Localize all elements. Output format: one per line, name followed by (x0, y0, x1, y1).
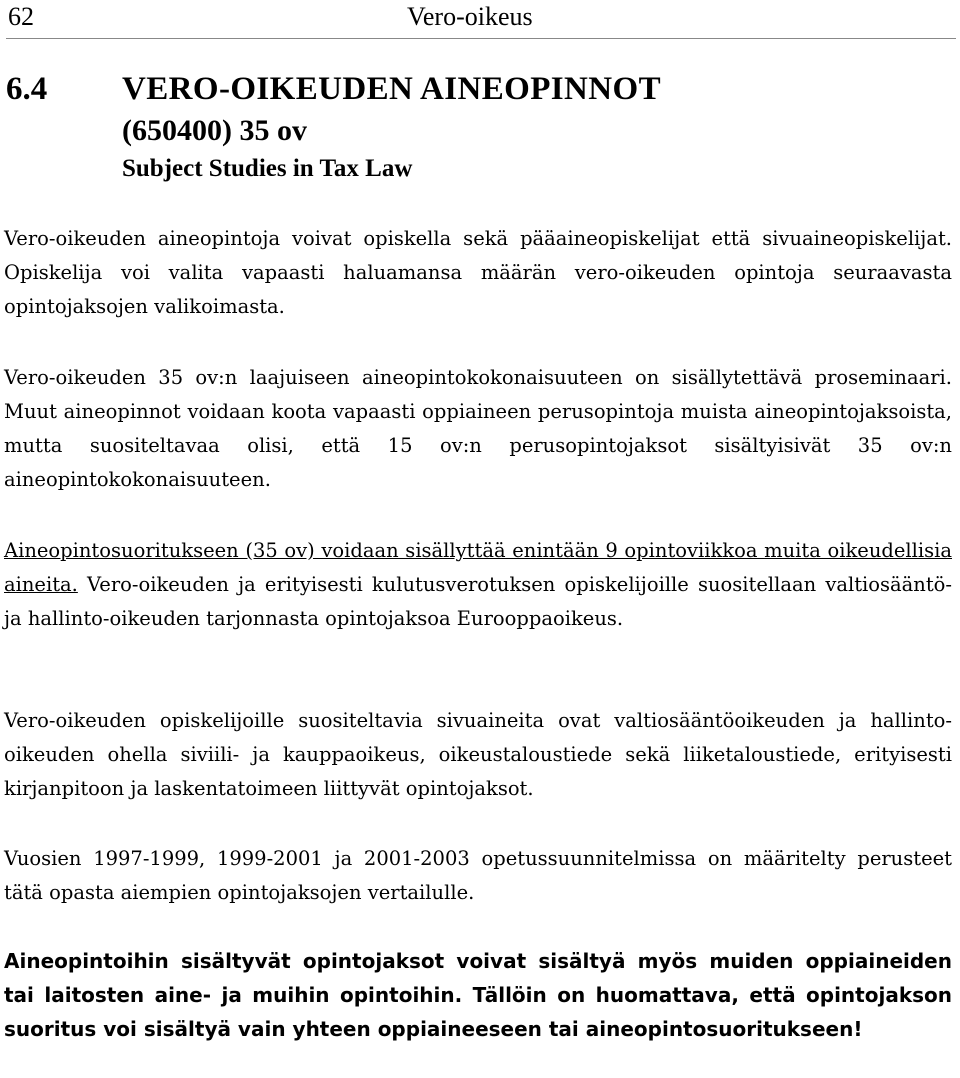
page-number: 62 (8, 2, 34, 31)
paragraph-intro: Vero-oikeuden aineopintoja voivat opiskella sekä pääaineopiskelijat että sivuaineopiskelijat. Opiskelija voi valita vapaasti haluamansa määrän vero-oikeuden opintoja seuraavasta opintojaksojen valikoimasta. (4, 227, 952, 318)
paragraph-other-subjects (4, 534, 952, 636)
running-title: Vero-oikeus (407, 2, 533, 31)
underlined-note: Aineopintosuoritukseen (35 ov) voidaan sisällyttää enintään 9 opintoviikkoa muita oikeudellisia aineita. (4, 539, 952, 596)
section-number: 6.4 (6, 71, 48, 107)
paragraph-other-subjects-rest: Vero-oikeuden ja erityisesti kulutusverotuksen opiskelijoille suositellaan valtiosääntö- ja hallinto-oikeuden tarjonnasta opintojaksoa Eurooppaoikeus. (4, 573, 952, 630)
paragraph-requirements: Vero-oikeuden 35 ov:n laajuiseen aineopintokokonaisuuteen on sisällytettävä proseminaari. Muut aineopinnot voidaan koota vapaasti oppiaineen perusopintoja muista aineopintojaksoista, mutta suositeltavaa olisi, että 15 ov:n perusopintojaksot sisältyisivät 35 ov:n aineopintokokonaisuuteen. (4, 366, 952, 491)
page-header (6, 0, 956, 39)
section-credits: (650400) 35 ov (122, 114, 307, 147)
paragraph-minor-subjects: Vero-oikeuden opiskelijoille suositeltavia sivuaineita ovat valtiosääntöoikeuden ja hallinto-oikeuden ohella siviili- ja kauppaoikeus, oikeustaloustiede sekä liiketaloustiede, erityisesti kirjanpitoon ja laskentatoimeen liittyvät opintojaksot. (4, 709, 952, 800)
paragraph-bold-notice: Aineopintoihin sisältyvät opintojaksot voivat sisältyä myös muiden oppiaineiden tai laitosten aine- ja muihin opintoihin. Tällöin on huomattava, että opintojakson suoritus voi sisältyä vain yhteen oppiaineeseen tai aineopintosuoritukseen! (4, 949, 952, 1041)
paragraph-curricula: Vuosien 1997-1999, 1999-2001 ja 2001-2003 opetussuunnitelmissa on määritelty perusteet tätä opasta aiempien opintojaksojen vertailulle. (4, 847, 952, 904)
section-subtitle: Subject Studies in Tax Law (122, 155, 413, 182)
section-title: VERO-OIKEUDEN AINEOPINNOT (122, 71, 661, 107)
